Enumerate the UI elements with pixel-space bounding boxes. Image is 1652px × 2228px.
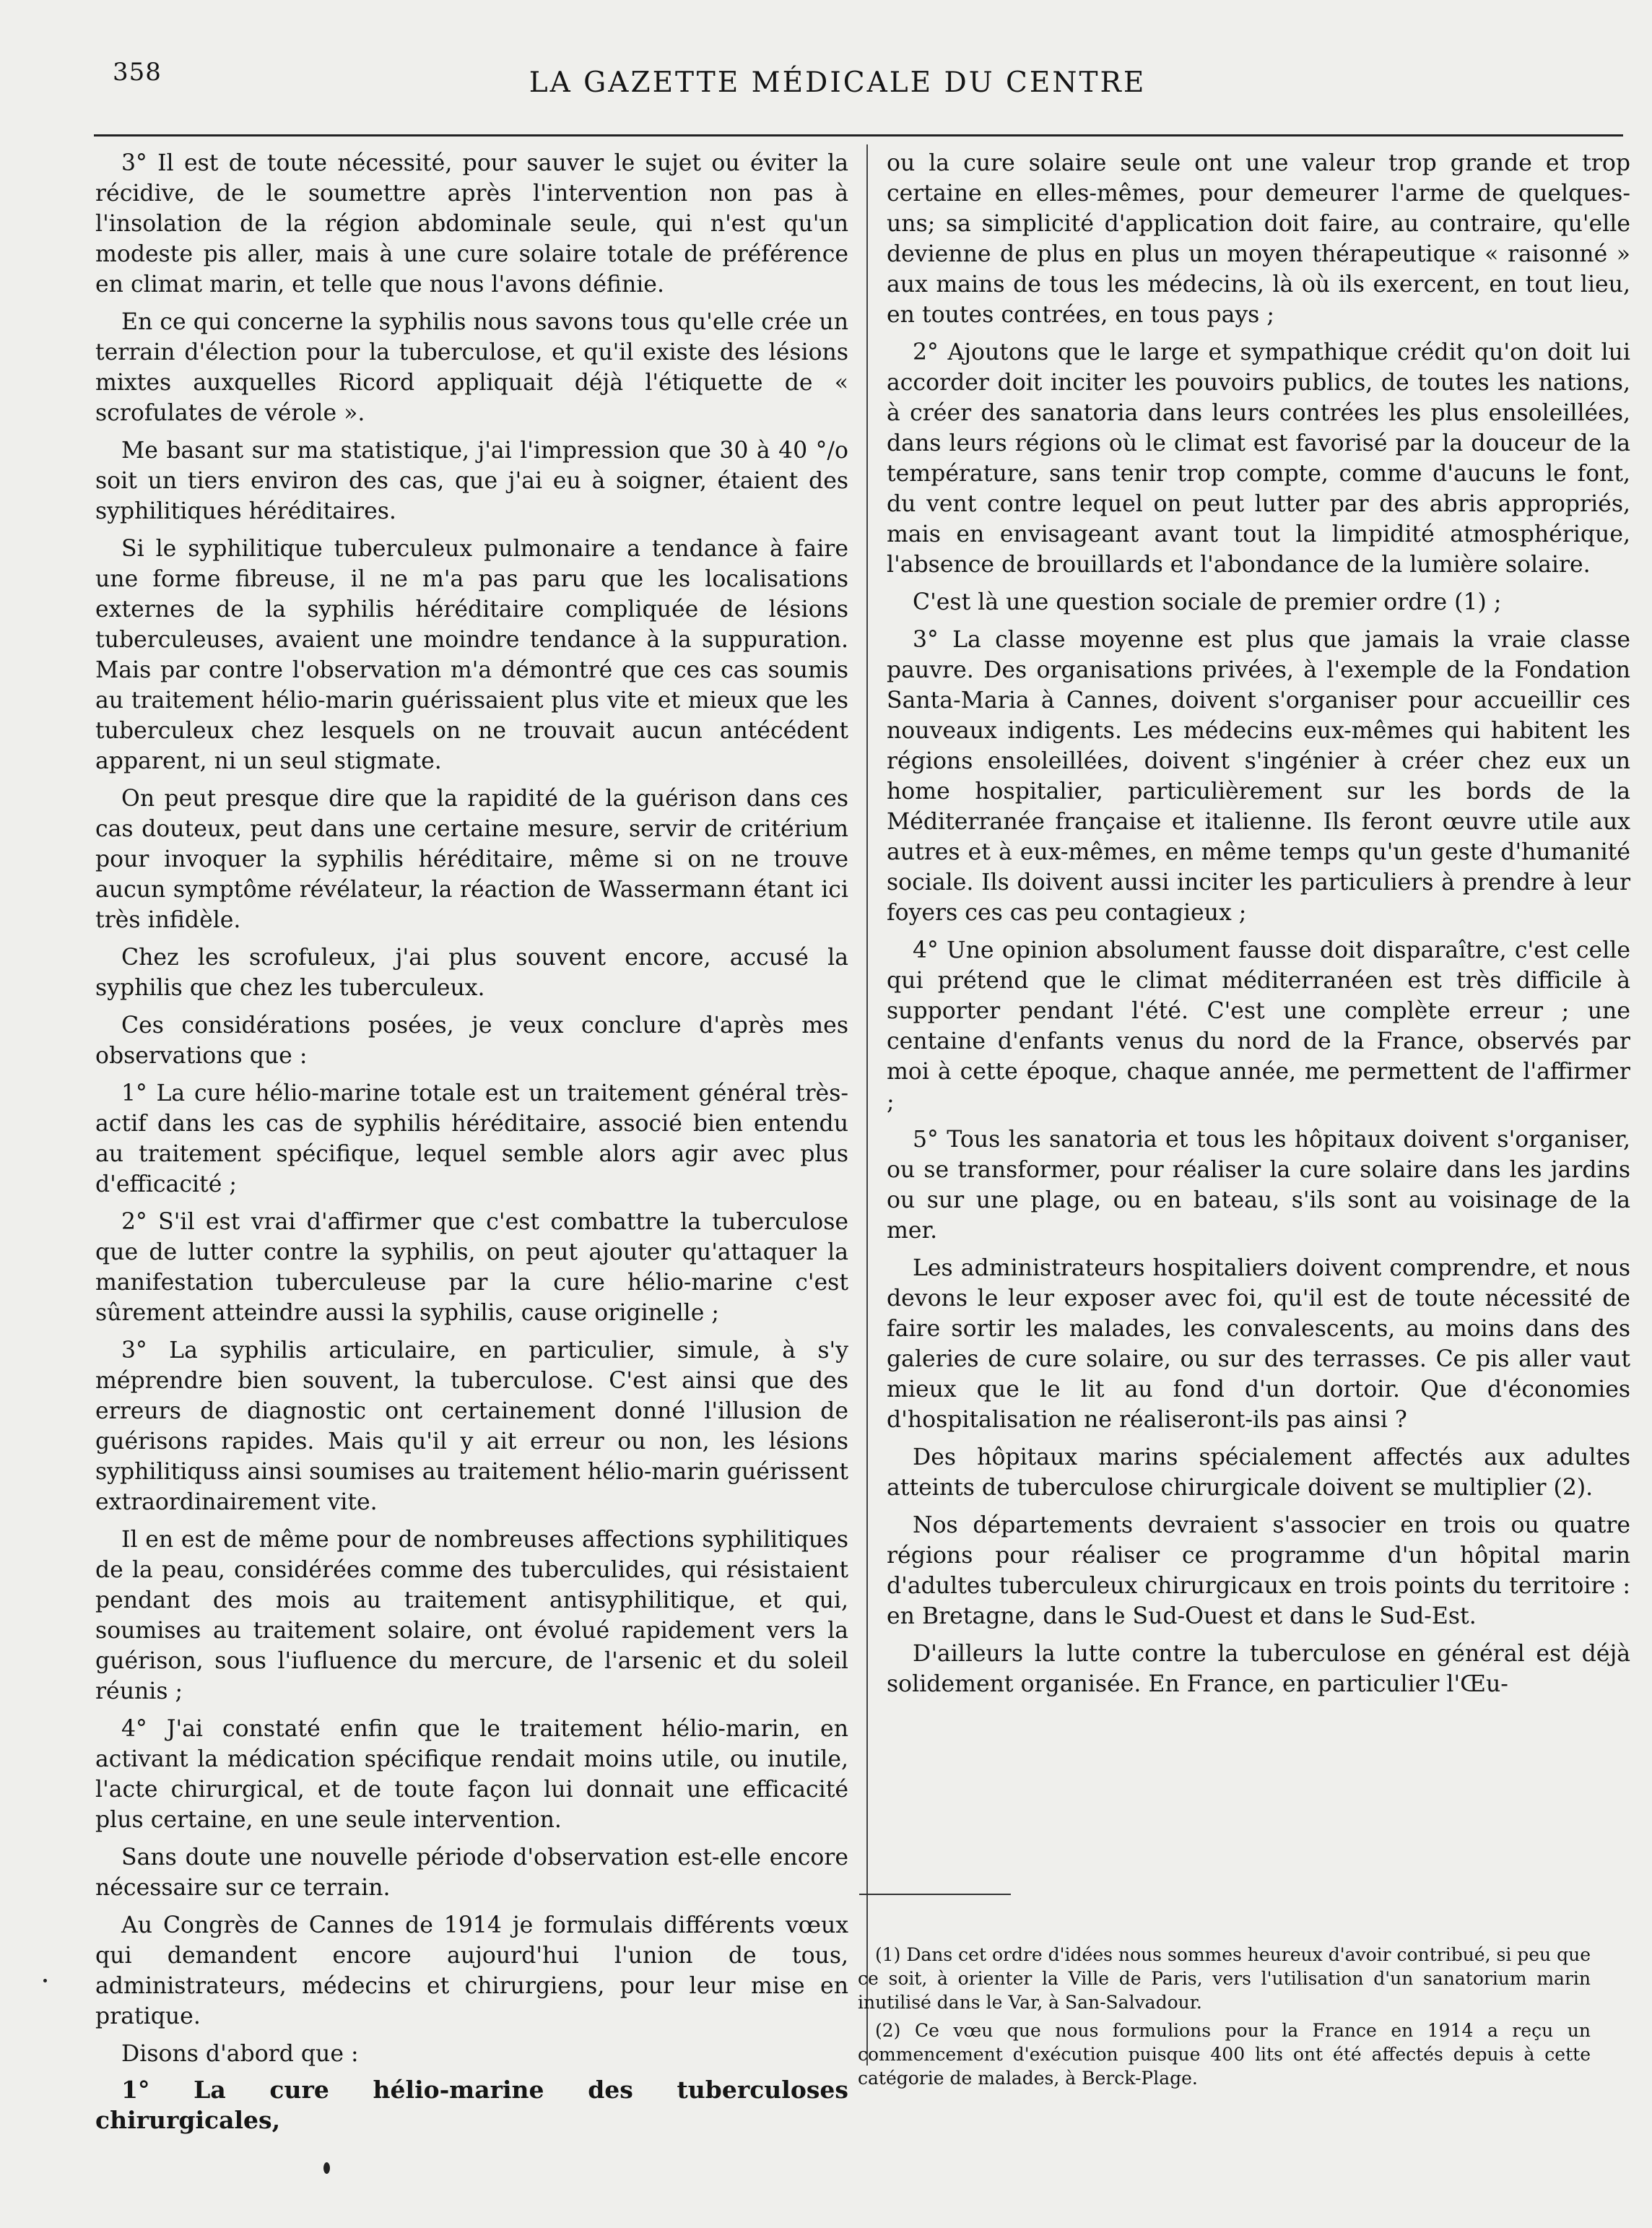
paragraph: En ce qui concerne la syphilis nous savons tous qu'elle crée un terrain d'élection pour la tuberculose, et qu'il existe des lésions mixtes auxquelles Ricord appliquait déjà l'étiquette de « scrofulates de vérole ». — [95, 309, 848, 426]
paragraph: Au Congrès de Cannes de 1914 je formulais différents vœux qui demandent encore aujourd'hui l'union de tous, administrateurs, médecins et chirurgiens, pour leur mise en pratique. — [95, 1912, 848, 2029]
paragraph: Sans doute une nouvelle période d'observation est-elle encore nécessaire sur ce terrain. — [95, 1845, 848, 1901]
paragraph: 3° La classe moyenne est plus que jamais la vraie classe pauvre. Des organisations privées, à l'exemple de la Fondation Santa-Maria à Cannes, doivent s'organiser pour accueillir ces nouveaux indigents. Les médecins eux-mêmes qui habitent les régions ensoleillées, doivent s'ingénier à créer chez eux un home hospitalier, particulièrement sur les bords de la Méditerranée française et italienne. Ils feront œuvre utile aux autres et à eux-mêmes, en même temps qu'un geste d'humanité sociale. Ils doivent aussi inciter les particuliers à prendre à leur foyers ces cas peu contagieux ; — [887, 627, 1630, 926]
ink-speck — [43, 1979, 47, 1982]
ink-speck — [323, 2162, 330, 2174]
footnote: (1) Dans cet ordre d'idées nous sommes heureux d'avoir contribué, si peu que ce soit, à orienter la Ville de Paris, vers l'utilisation d'un sanatorium marin inutilisé dans le Var, à San-Salvadour. — [858, 1944, 1591, 2013]
paragraph: Nos départements devraient s'associer en trois ou quatre régions pour réaliser ce programme d'un hôpital marin d'adultes tuberculeux chirurgicaux en trois points du territoire : en Bretagne, dans le Sud-Ouest et dans le Sud-Est. — [887, 1512, 1630, 1629]
paragraph: ou la cure solaire seule ont une valeur trop grande et trop certaine en elles-mêmes, pour demeurer l'arme de quelques-uns; sa simplicité d'application doit faire, au contraire, qu'elle devienne de plus en plus un moyen thérapeutique « raisonné » aux mains de tous les médecins, là où ils exercent, en tout lieu, en toutes contrées, en tous pays ; — [887, 150, 1630, 328]
footnote: (2) Ce vœu que nous formulions pour la France en 1914 a reçu un commencement d'exécution puisque 400 lits ont été affectés depuis à cette catégorie de malades, à Berck-Plage. — [858, 2020, 1591, 2089]
paragraph: Ces considérations posées, je veux conclure d'après mes observations que : — [95, 1013, 848, 1069]
page-number: 358 — [113, 58, 162, 87]
paragraph: Il en est de même pour de nombreuses affections syphilitiques de la peau, considérées comme des tuberculides, qui résistaient pendant des mois au traitement antisyphilitique, et qui, soumises au traitement solaire, ont évolué rapidement vers la guérison, sous l'iufluence du mercure, de l'arsenic et du soleil réunis ; — [95, 1527, 848, 1704]
paragraph: Des hôpitaux marins spécialement affectés aux adultes atteints de tuberculose chirurgicale doivent se multiplier (2). — [887, 1444, 1630, 1501]
paragraph: C'est là une question sociale de premier ordre (1) ; — [913, 589, 1502, 615]
paragraph: 2° Ajoutons que le large et sympathique crédit qu'on doit lui accorder doit inciter les pouvoirs publics, de toutes les nations, à créer des sanatoria dans leurs contrées les plus ensoleillées, dans leurs régions où le climat est favorisé par la douceur de la température, sans tenir trop compte, comme d'aucuns le font, du vent contre lequel on peut lutter par des abris appropriés, mais en envisageant avant tout la limpidité atmosphérique, l'absence de brouillards et l'abondance de la lumière solaire. — [887, 339, 1630, 578]
paragraph: 3° La syphilis articulaire, en particulier, simule, à s'y méprendre bien souvent, la tuberculose. C'est ainsi que des erreurs de diagnostic ont certainement donné l'illusion de guérisons rapides. Mais qu'il y ait erreur ou non, les lésions syphilitiquss ainsi soumises au traitement hélio-marin guérissent extraordinairement vite. — [95, 1338, 848, 1515]
paragraph: 3° Il est de toute nécessité, pour sauver le sujet ou éviter la récidive, de le soumettre après l'intervention non pas à l'insolation de la région abdominale seule, qui n'est qu'un modeste pis aller, mais à une cure solaire totale de préférence en climat marin, et telle que nous l'avons définie. — [95, 150, 848, 298]
paragraph: Disons d'abord que : — [121, 2041, 359, 2067]
paragraph: 4° J'ai constaté enfin que le traitement hélio-marin, en activant la médication spécifique rendait moins utile, ou inutile, l'acte chirurgical, et de toute façon lui donnait une efficacité plus certaine, en une seule intervention. — [95, 1716, 848, 1833]
paragraph: 4° Une opinion absolument fausse doit disparaître, c'est celle qui prétend que le climat méditerranéen est très difficile à supporter pendant l'été. C'est une complète erreur ; une centaine d'enfants venus du nord de la France, observés par moi à cette époque, chaque année, me permettent de l'affirmer ; — [887, 937, 1630, 1115]
paragraph: Me basant sur ma statistique, j'ai l'impression que 30 à 40 °/o soit un tiers environ des cas, que j'ai eu à soigner, étaient des syphilitiques héréditaires. — [95, 438, 848, 524]
paragraph: On peut presque dire que la rapidité de la guérison dans ces cas douteux, peut dans une certaine mesure, servir de critérium pour invoquer la syphilis héréditaire, même si on ne trouve aucun symptôme révélateur, la réaction de Wassermann étant ici très infidèle. — [95, 786, 848, 933]
paragraph: Si le syphilitique tuberculeux pulmonaire a tendance à faire une forme fibreuse, il ne m'a pas paru que les localisations externes de la syphilis héréditaire compliquée de lésions tuberculeuses, avaient une moindre tendance à la suppuration. Mais par contre l'observation m'a démontré que ces cas soumis au traitement hélio-marin guérissaient plus vite et mieux que les tuberculeux chez lesquels on ne trouvait aucun antécédent apparent, ni un seul stigmate. — [95, 536, 848, 774]
right-column — [887, 148, 1630, 1707]
left-column — [95, 148, 848, 2143]
paragraph: 1° La cure hélio-marine des tuberculoses chirurgicales, — [95, 2076, 848, 2134]
paragraph: 1° La cure hélio-marine totale est un traitement général très-actif dans les cas de syphilis héréditaire, associé bien entendu au traitement spécifique, lequel semble alors agir avec plus d'efficacité ; — [95, 1080, 848, 1197]
column-divider — [866, 144, 868, 2066]
paragraph: 5° Tous les sanatoria et tous les hôpitaux doivent s'organiser, ou se transformer, pour réaliser la cure solaire dans les jardins ou sur une plage, ou en bateau, s'ils sont au voisinage de la mer. — [887, 1127, 1630, 1244]
paragraph: Les administrateurs hospitaliers doivent comprendre, et nous devons le leur exposer avec foi, qu'il est de toute nécessité de faire sortir les malades, les convalescents, au moins dans des galeries de cure solaire, ou sur des terrasses. Ce pis aller vaut mieux que le lit au fond d'un dortoir. Que d'économies d'hospitalisation ne réaliseront-ils pas ainsi ? — [887, 1255, 1630, 1433]
paragraph: Chez les scrofuleux, j'ai plus souvent encore, accusé la syphilis que chez les tuberculeux. — [95, 945, 848, 1001]
paragraph: 2° S'il est vrai d'affirmer que c'est combattre la tuberculose que de lutter contre la syphilis, on peut ajouter qu'attaquer la manifestation tuberculeuse par la cure hélio-marine c'est sûrement atteindre aussi la syphilis, cause originelle ; — [95, 1209, 848, 1326]
header-rule — [94, 134, 1623, 136]
footnote-rule — [859, 1894, 1011, 1895]
footnotes — [858, 1943, 1591, 2094]
paragraph: D'ailleurs la lutte contre la tuberculose en général est déjà solidement organisée. En France, en particulier l'Œu- — [887, 1641, 1630, 1697]
journal-title: LA GAZETTE MÉDICALE DU CENTRE — [529, 66, 1147, 99]
